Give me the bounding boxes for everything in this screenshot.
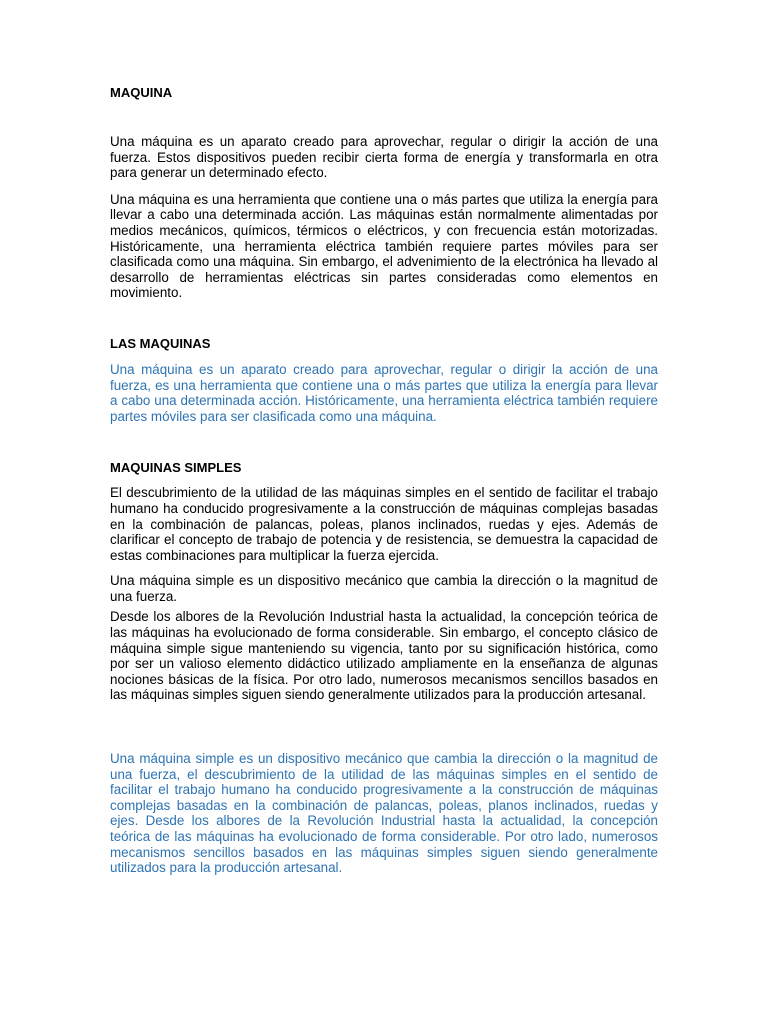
paragraph-summary-simples: Una máquina simple es un dispositivo mecánico que cambia la dirección o la magnitud de una fuerza, el descubrimiento de la utilidad de las máquinas simples en el sentido de facilitar el trabajo humano ha conducido progresivamente a la construcción de máquinas complejas basadas en la combinación de palancas, poleas, planos inclinados, ruedas y ejes. Desde los albores de la Revolución Industrial hasta la actualidad, la concepción teórica de las máquinas ha evolucionado de forma considerable. Por otro lado, numerosos mecanismos sencillos basados en las máquinas simples siguen siendo generalmente utilizados para la producción artesanal. <box>110 751 658 876</box>
paragraph-descubrimiento: El descubrimiento de la utilidad de las máquinas simples en el sentido de facilitar el trabajo humano ha conducido progresivamente a la construcción de máquinas complejas basadas en la combinación de palancas, poleas, planos inclinados, ruedas y ejes. Además de clarificar el concepto de trabajo de potencia y de resistencia, se demuestra la capacidad de estas combinaciones para multiplicar la fuerza ejercida. <box>110 485 658 563</box>
section-heading-maquinas-simples: MAQUINAS SIMPLES <box>110 460 242 476</box>
paragraph-definition: Una máquina es un aparato creado para aprovechar, regular o dirigir la acción de una fuerza. Estos dispositivos pueden recibir cierta forma de energía y transformarla en otra para generar un determinado efecto. <box>110 134 658 181</box>
section-heading-las-maquinas: LAS MAQUINAS <box>110 335 211 351</box>
paragraph-herramienta: Una máquina es una herramienta que contiene una o más partes que utiliza la energía para llevar a cabo una determinada acción. Las máquinas están normalmente alimentadas por medios mecánicos, químicos, térmicos o eléctricos, y con frecuencia están motorizadas. Históricamente, una herramienta eléctrica también requiere partes móviles para ser clasificada como una máquina. Sin embargo, el advenimiento de la electrónica ha llevado al desarrollo de herramientas eléctricas sin partes consideradas como elementos en movimiento. <box>110 191 658 301</box>
paragraph-revolucion-industrial: Desde los albores de la Revolución Industrial hasta la actualidad, la concepción teórica de las máquinas ha evolucionado de forma considerable. Sin embargo, el concepto clásico de máquina simple sigue manteniendo su vigencia, tanto por su significación histórica, como por ser un valioso elemento didáctico utilizado ampliamente en la enseñanza de algunas nociones básicas de la física. Por otro lado, numerosos mecanismos sencillos basados en las máquinas simples siguen siendo generalmente utilizados para la producción artesanal. <box>110 609 658 703</box>
paragraph-maquina-simple: Una máquina simple es un dispositivo mecánico que cambia la dirección o la magnitud de una fuerza. <box>110 573 658 604</box>
section-heading-maquina: MAQUINA <box>110 85 173 100</box>
paragraph-summary-maquinas: Una máquina es un aparato creado para aprovechar, regular o dirigir la acción de una fuerza, es una herramienta que contiene una o más partes que utiliza la energía para llevar a cabo una determinada acción. Históricamente, una herramienta eléctrica también requiere partes móviles para ser clasificada como una máquina. <box>110 361 658 424</box>
